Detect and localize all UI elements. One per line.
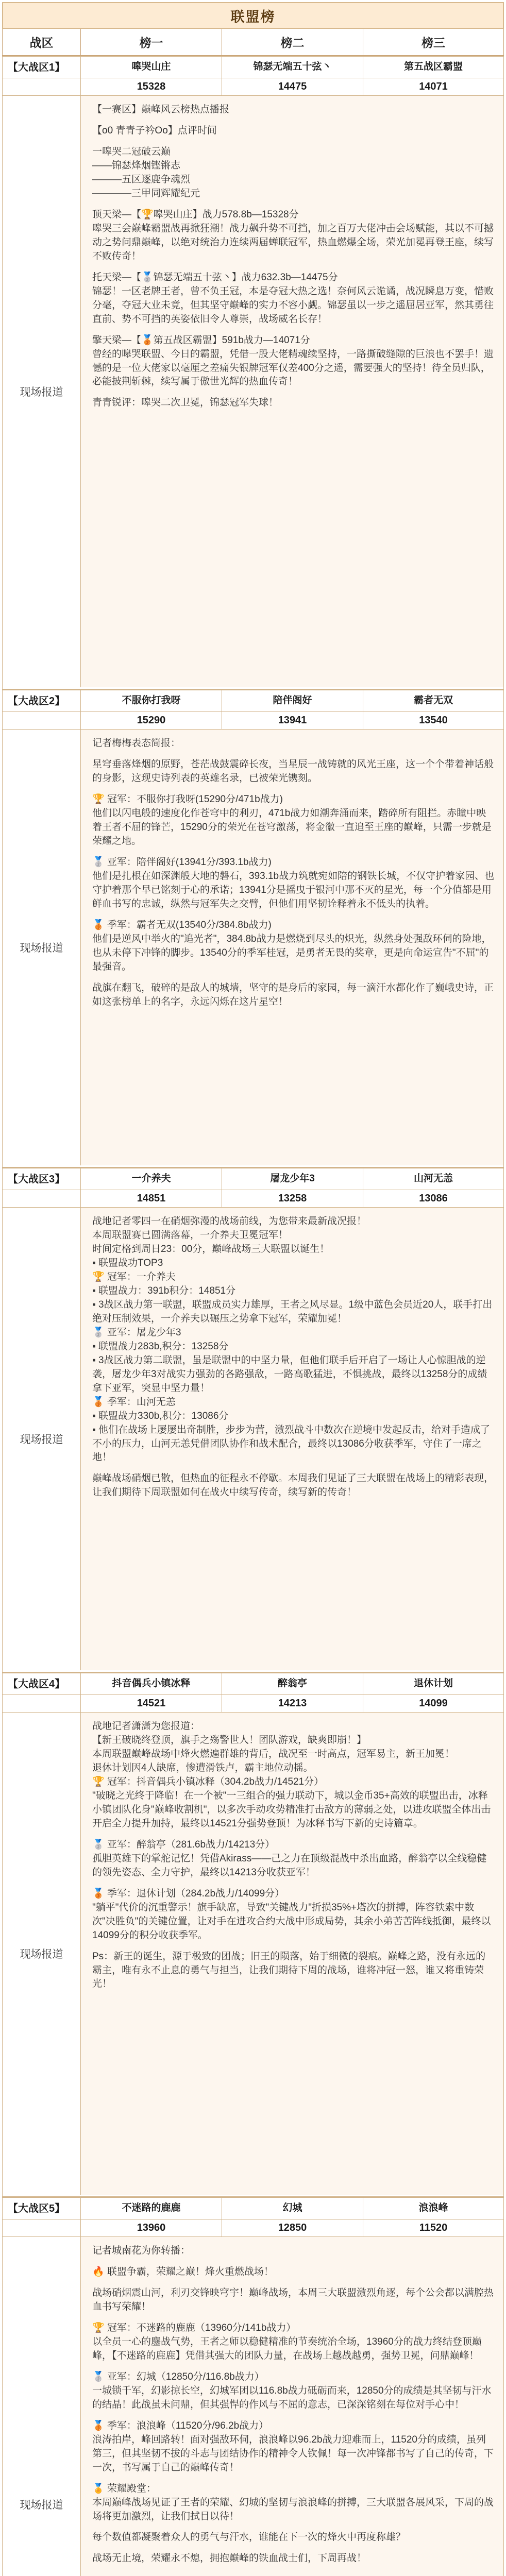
score-row-blank [3,78,81,95]
report-line: 退休计划因4人缺席，惨遭滑铁卢，霸主地位动摇。 [92,1762,313,1773]
report-body [3,730,503,1165]
paragraph-gap [92,2279,495,2286]
report-line: 以全员一心的鏖战气势，王者之师以稳健精准的节奏统治全场，13960分的战力终结登顶巅峰，【不迷路的鹿鹿】凭借其强大的团队力量，在战场上越战越勇，强势卫冕，问鼎巅峰！ [92,2336,482,2361]
team-name-rank-1: 不迷路的鹿鹿 [81,2198,222,2219]
paragraph-gap [92,2258,495,2265]
report-line: 一城锁千军，幻影掠长空，幻城军团以116.8b战力砥砺而来，12850分的成绩是其坚韧与汗水的结晶！此战虽未问鼎，但其强悍的作风与不屈的意志，已深深铭刻在每位对手心中！ [92,2385,492,2410]
report-line: 浪涛拍岸，峰回路转！面对强敌环伺，浪浪峰以96.2b战力迎难而上，11520分的成绩，虽列第三，但其坚韧不拔的斗志与团结协作的精神令人钦佩！每一次冲锋都书写了自己的传奇，下一次，书写属于自己的巅峰传奇！ [92,2434,494,2473]
paragraph-gap [92,786,495,793]
report-line: ▪ 他们在战场上屡屡出奇制胜，步步为营，激烈战斗中数次在逆境中发起反击，给对手造成了不小的压力，山河无恙凭借团队协作和战术配合，最终以13086分收获季军，守住了一席之地！ [92,1424,491,1463]
report-line: 他们是扎根在如深渊般大地的磐石，393.1b战力筑就宛如陪的钢铁长城，不仅守护着家园、也守护着那个早已铭刻于心的承诺；13941分是摇曳于银河中那不灭的星光，每一个分值都是用鲜血书写的忠诚，纵然与冠军失之交臂，但他们用坚韧诠释着永不低头的执着。 [92,870,495,909]
report-line: 记者梅梅表态简报： [92,738,181,749]
paragraph-gap [92,911,495,919]
zone-section [2,1672,504,2197]
report-label: 现场报道 [3,2237,81,2576]
team-name-rank-3: 第五战区霸盟 [403,61,463,73]
zone-section [2,1167,504,1672]
team-score-rank-1: 15290 [81,712,222,729]
report-line: 🥉 季军：山河无恙 [92,1396,176,1408]
team-score-rank-2: 14213 [222,1695,363,1712]
report-body [3,2237,503,2576]
report-line: 🏆 冠军：不迷路的鹿鹿（13960分/141b战力） [92,2322,296,2333]
zone-score-row [3,712,503,730]
paragraph-gap [92,264,495,271]
report-line: 🔥 联盟争霸，荣耀之巅！烽火重燃战场！ [92,2266,274,2277]
team-score-rank-2: 13941 [222,712,363,729]
report-line: 时间定格到周日23：00分，巅峰战场三大联盟以诞生！ [92,1243,330,1255]
team-score-rank-2: 14475 [222,78,363,95]
report-line: 星穹垂落烽烟的原野，苍茫战鼓震碎长夜，当星辰一战铸就的风光王座，这一个个带着神话般的身影，这现史诗列表的英雄名录，已被荣光镌刻。 [92,758,494,784]
paragraph-gap [92,2475,495,2482]
team-score-rank-1: 13960 [81,2219,222,2236]
team-score-rank-1: 14521 [81,1695,222,1712]
report-content [81,96,503,687]
report-line: 🥉 季军：霸者无双(13540分/384.8b战力) [92,919,272,930]
report-line: ▪ 3战区战力第一联盟，联盟成员实力雄厚，王者之风尽显。1级中蓝色会员近20人，联手打出绝对压制效果，一介养夫以碾压之势拿下冠军，荣耀加冕！ [92,1299,493,1324]
report-line: 【o0 青青子衿Oo】点评时间 [92,125,217,136]
report-label: 现场报道 [3,96,81,687]
zone-team-row [3,1167,503,1190]
report-line: ————三甲同辉耀纪元 [92,188,200,199]
team-name-rank-1: 嗥哭山庄 [81,57,222,78]
report-line: 嗥哭三会巅峰霸盟战再掀狂潮！战力飙升势不可挡，加之百万大佬冲击会场赋能，其以不可撼动之势问鼎巅峰，以绝对统治力连续两届蝉联冠军，热血燃爆全场，荣光加冕再登王座，续写不败传奇！ [92,223,494,262]
paragraph-gap [92,974,495,981]
report-content [81,730,503,1165]
team-name-rank-2: 屠龙少年3 [222,1168,363,1190]
report-line: 🏅 荣耀殿堂： [92,2483,156,2494]
header-first: 榜一 [81,29,222,55]
paragraph-gap [92,2412,495,2419]
header-third: 榜三 [421,36,445,49]
team-name-rank-2: 醉翁亭 [222,1673,363,1694]
report-content [81,1713,503,2195]
team-name-rank-3: 浪浪峰 [418,2202,448,2214]
zone-label: 【大战区3】 [3,1168,81,1190]
report-line: 战场硝烟震山河，利刃交锋映穹宇！巅峰战场，本周三大联盟激烈角逐，每个公会都以满腔热血书写荣耀！ [92,2287,494,2312]
zone-score-row [3,78,503,96]
report-line: 【一赛区】巅峰风云榜热点播报 [92,104,230,115]
report-line: 🥈 亚军：幻城（12850分/116.8b战力） [92,2371,264,2382]
report-line: 本周巅峰战场见证了王者的荣耀、幻城的坚韧与浪浪峰的拼搏，三大联盟各展风采，下周的战场将更加激烈，让我们拭目以待！ [92,2497,494,2522]
paragraph-gap [92,2523,495,2531]
report-line: 战地记者零四一在硝烟弥漫的战场前线，为您带来最新战况报！ [92,1216,367,1227]
paragraph-gap [92,1465,495,1472]
report-line: ▪ 联盟战功TOP3 [92,1257,163,1268]
team-score-rank-3: 11520 [419,2222,448,2233]
zone-team-row [3,689,503,712]
team-name-rank-2: 幻城 [222,2198,363,2219]
paragraph-gap [92,201,495,208]
header-second: 榜二 [222,29,363,55]
report-line: 一嗥哭二冠破云巅 [92,146,171,157]
score-row-blank [3,1190,81,1207]
zone-section [2,56,504,689]
zone-team-row [3,2197,503,2219]
zone-score-row [3,1190,503,1208]
report-line: 🥉 季军：浪浪峰（11520分/96.2b战力） [92,2420,269,2431]
team-name-rank-1: 不服你打我呀 [81,690,222,711]
paragraph-gap [92,327,495,334]
zone-score-row [3,2219,503,2237]
report-line: 战旗在翻飞，破碎的是敌人的城墙，坚守的是身后的家园，每一滴汗水都化作了巍峨史诗，正如这张榜单上的名字，永远闪烁在这片星空！ [92,982,494,1007]
header-zone: 战区 [3,29,81,55]
score-row-blank [3,1695,81,1712]
team-name-rank-1: 一介养夫 [81,1168,222,1190]
report-line: ▪ 联盟战力：391b积分：14851分 [92,1285,236,1296]
zone-team-row [3,56,503,78]
paragraph-gap [92,389,495,396]
report-line: ——锦瑟烽烟铿锵志 [92,160,181,171]
report-line: 战场无止境，荣耀永不熄，拥抱巅峰的铁血战士们，下周再战！ [92,2553,367,2564]
team-name-rank-2: 陪伴阁好 [222,690,363,711]
report-content [81,1208,503,1670]
report-line: 锦瑟！一区老牌王者，曾不负王冠，本是夺冠大热之选！奈何风云诡谲，战况瞬息万变，惜败分毫，夺冠大业未竟，但其坚守巅峰的实力不容小觑。锦瑟虽以一步之遥屈居亚军，然其勇往直前、势不可挡的英姿依旧令人尊崇，战场威名长存！ [92,285,494,325]
report-line: ———五区逐鹿争魂烈 [92,174,191,185]
report-line: 托天梁—【🥈锦瑟无端五十弦丶】战力632.3b—14475分 [92,272,338,283]
paragraph-gap [92,1943,495,1950]
report-line: 【新王破晓终登顶，旗手之殇警世人！团队游戏，缺爽即崩！】 [92,1734,367,1745]
zone-team-row [3,1672,503,1695]
paragraph-gap [92,117,495,124]
zone-label: 【大战区2】 [3,690,81,711]
leaderboard-title-bar [2,2,504,29]
report-line: 🥉 季军：退休计划（284.2b战力/14099分） [92,1888,285,1899]
report-label: 现场报道 [3,730,81,1165]
report-line: 巅峰战场硝烟已散，但热血的征程永不停歇。本周我们见证了三大联盟在战场上的精彩表现，让我们期待下周联盟如何在战火中续写传奇，续写新的传奇！ [92,1473,494,1498]
report-line: 🥈 亚军：陪伴阁好(13941分/393.1b战力) [92,856,272,868]
report-line: 擎天梁—【🥉第五战区霸盟】591b战力—14071分 [92,334,310,346]
team-score-rank-1: 14851 [81,1190,222,1207]
paragraph-gap [92,2545,495,2552]
paragraph-gap [92,751,495,758]
score-row-blank [3,2219,81,2236]
report-line: Ps：新王的诞生，源于极致的团战；旧王的陨落，始于细微的裂痕。巅峰之路，没有永远的霸主，唯有永不止息的勇气与担当，让我们期待下周的战场，谁将冲冠一怒，谁又将重铸荣光！ [92,1951,486,1990]
zone-score-row [3,1695,503,1713]
zone-label: 【大战区5】 [3,2198,81,2219]
report-body [3,96,503,687]
paragraph-gap [92,1880,495,1887]
team-name-rank-3: 霸者无双 [413,695,453,706]
paragraph-gap [92,1831,495,1838]
score-row-blank [3,712,81,729]
report-line: ▪ 3战区战力第二联盟，虽是联盟中的中坚力量，但他们联手后开启了一场让人心惊胆战的逆袭，屠龙少年3对战实力强劲的各路强敌，一路高歌猛进，不惧挑战，最终以13258分的成绩拿下亚军，突显中坚力量！ [92,1354,487,1394]
report-label: 现场报道 [3,1713,81,2195]
report-line: 孤胆英雄下的掌舵记忆！凭借Akirass——己之力在顶级混战中杀出血路，醉翁亭以全线稳健的领先姿态、全力守护，最终以14213分收获亚军！ [92,1853,487,1878]
report-line: ▪ 联盟战力283b,积分：13258分 [92,1341,229,1352]
team-score-rank-3: 14099 [419,1698,448,1709]
report-line: ▪ 联盟战力330b,积分：13086分 [92,1410,229,1421]
report-line: 青青锐评：嗥哭二次卫冕，锦瑟冠军失球！ [92,397,279,409]
page-title: 联盟榜 [230,9,276,25]
team-score-rank-2: 12850 [222,2219,363,2236]
report-line: 战地记者潇潇为您报道： [92,1721,200,1732]
report-line: 本周联盟巅峰战场中烽火燃遍群雄的背后，战况至一时高点，冠军易主，新王加冕！ [92,1748,455,1759]
report-line: 🥈 亚军：醉翁亭（281.6b战力/14213分） [92,1839,275,1850]
report-line: 他们是逆风中举火的"追光者"，384.8b战力是燃烧到尽头的炽光，纵然身处强敌环伺的险地，也从未停下冲锋的脚步。13540分的季军桂冠，是勇者无畏的奖章，更是向命运宣告"不屈"的最强音。 [92,933,492,972]
report-line: 🏆 冠军：抖音偶兵小镇冰释（304.2b战力/14521分） [92,1776,324,1787]
report-line: "躺平"代价的沉重警示！旗手缺席，导致"关键战力"折损35%+塔次的拼搏，阵容铁索中数次"决胜负"的关键位置，让对手在进攻合约大战中形成局势，其余小弟苦苦阵线抵御，最终以14099分的积分收获季军。 [92,1902,491,1941]
paragraph-gap [92,2314,495,2321]
team-name-rank-1: 抖音偶兵小镇冰释 [81,1673,222,1694]
zone-label: 【大战区4】 [3,1673,81,1694]
zone-label: 【大战区1】 [3,57,81,78]
paragraph-gap [92,849,495,856]
zone-section [2,2197,504,2576]
team-score-rank-2: 13258 [222,1190,363,1207]
report-line: 顶天梁—【🏆嗥哭山庄】战力578.8b—15328分 [92,209,299,220]
team-name-rank-3: 退休计划 [413,1678,453,1689]
report-line: 曾经的嗥哭联盟、今日的霸盟，凭借一股大佬精魂续坚持，一路撕破缝隙的巨浪也不罢手！遗憾的是一位大佬家以毫厘之差痛失银牌冠军仅差400分之遥，需要强大的坚持！待全员归队，必能披荆斩棘，续写属于傲世光辉的热血传奇！ [92,348,494,387]
report-line: 🏆 冠军：不服你打我呀(15290分/471b战力) [92,793,283,805]
paragraph-gap [92,2363,495,2370]
team-score-rank-3: 14071 [419,81,448,92]
report-content [81,2237,503,2576]
team-score-rank-3: 13086 [419,1193,448,1204]
team-score-rank-1: 15328 [81,78,222,95]
report-line: 🥈 亚军：屠龙少年3 [92,1327,181,1338]
team-name-rank-3: 山河无恙 [413,1173,453,1184]
report-line: 🏆 冠军：一介养夫 [92,1271,176,1282]
report-label: 现场报道 [3,1208,81,1670]
team-name-rank-2: 锦瑟无端五十弦丶 [222,57,363,78]
report-body [3,1713,503,2195]
zone-section [2,689,504,1167]
report-line: "破晓之光终于降临！在一个被"一三组合的强力联动下，城以金币35+高效的联盟出击，冰释小镇团队化身"巅峰收割机"，以多次手动攻势精准打击敌方的薄弱之处，以进攻联盟全体出击开启全力提升加持，最终以14521分强势登顶！为冰释书写下新的史诗篇章。 [92,1790,491,1829]
report-line: 每个数值都凝聚着众人的勇气与汗水，谁能在下一次的烽火中再度称雄？ [92,2532,406,2543]
report-line: 记者城南花为你转播： [92,2245,191,2256]
table-header [2,29,504,56]
report-body [3,1208,503,1670]
paragraph-gap [92,138,495,145]
team-score-rank-3: 13540 [419,715,448,726]
report-line: 他们以闪电般的速度化作苍穹中的利刃，471b战力如潮奔涌而来，踏碎所有阻拦。赤瞳中映着王者不屈的锋芒，15290分的荣光在苍穹激荡，将金徽一直追至王座的巅峰，只需一步就是荣耀之地。 [92,807,492,846]
report-line: 本周联盟赛已圆满落幕，一介养夫卫冕冠军！ [92,1229,289,1241]
